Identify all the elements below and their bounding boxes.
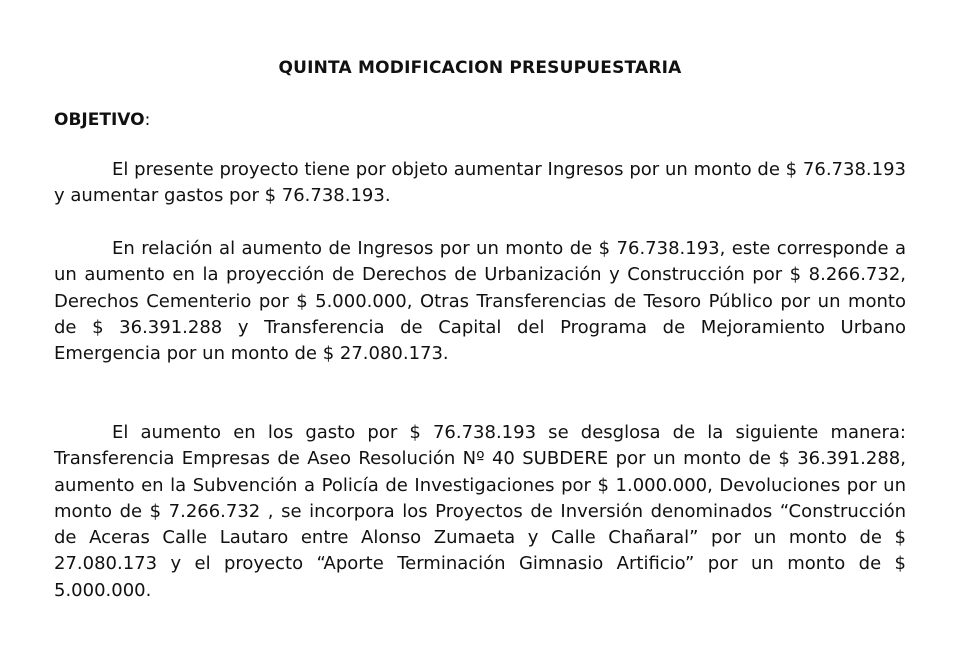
paragraph-expense-increase: El aumento en los gasto por $ 76.738.193 se desglosa de la siguiente manera: Transferencia Empresas de Aseo Resolución Nº 40 SUBDERE por un monto de $ 36.391.288, aumento en la Subvención a Policía de Investigaciones por $ 1.000.000, Devoluciones por un monto de $ 7.266.732 , se incorpora los Proyectos de Inversión denominados “Construcción de Aceras Calle Lautaro entre Alonso Zumaeta y Calle Chañaral” por un monto de $ 27.080.173 y el proyecto “Aporte Terminación Gimnasio Artificio” por un monto de $ 5.000.000.	[54, 422, 906, 601]
objective-label: OBJETIVO	[54, 110, 145, 130]
objective-colon: :	[144, 110, 151, 130]
paragraph-objective-summary: El presente proyecto tiene por objeto aumentar Ingresos por un monto de $ 76.738.193 y aumentar gastos por $ 76.738.193.	[54, 159, 906, 207]
objective-heading	[54, 108, 150, 132]
paragraph-income-increase: En relación al aumento de Ingresos por un monto de $ 76.738.193, este corresponde a un aumento en la proyección de Derechos de Urbanización y Construcción por $ 8.266.732, Derechos Cementerio por $ 5.000.000, Otras Transferencias de Tesoro Público por un monto de $ 36.391.288 y Transferencia de Capital del Programa de Mejoramiento Urbano Emergencia por un monto de $ 27.080.173.	[54, 238, 906, 365]
document-title: QUINTA MODIFICACION PRESUPUESTARIA	[278, 58, 682, 78]
